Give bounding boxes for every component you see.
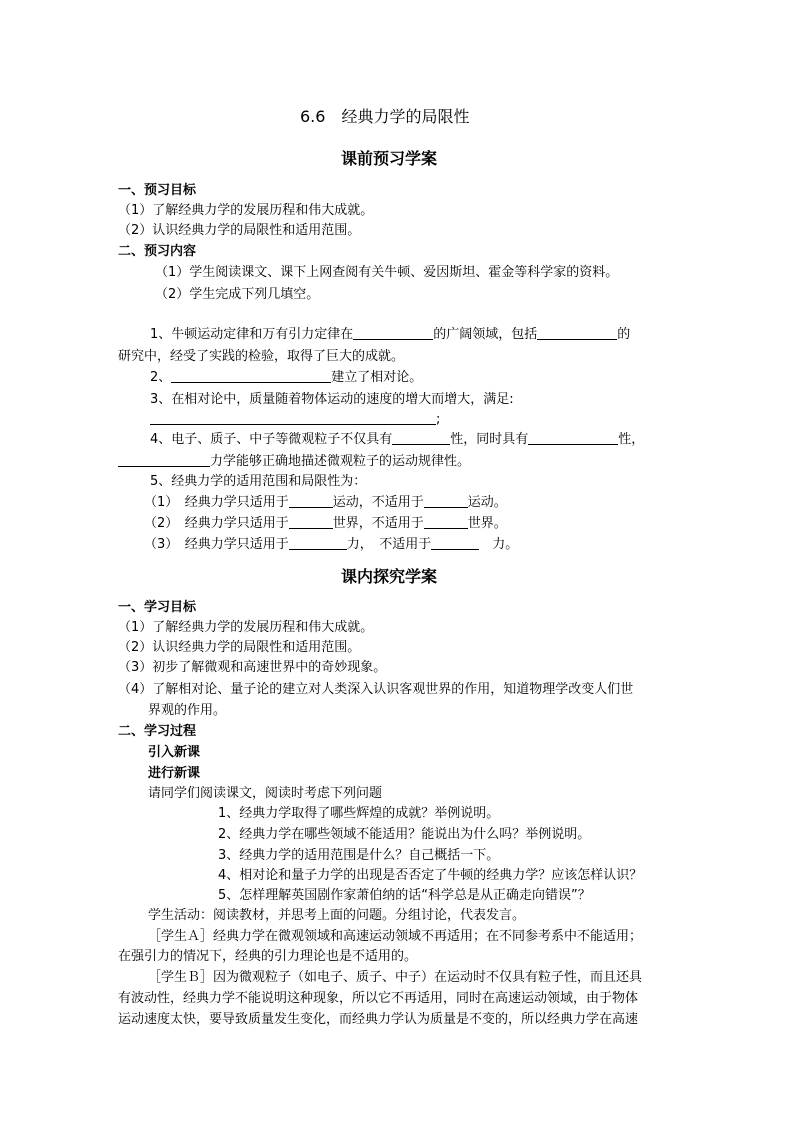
proceed-heading: 进行新课 [148, 766, 201, 781]
inclass-goals-heading: 一、学习目标 [118, 600, 197, 615]
student-a-line-1: ［学生Ａ］经典力学在微观领域和高速运动领域不再适用；在不同参考系中不能适用； [148, 929, 643, 944]
inclass-goal-2: （2）认识经典力学的局限性和适用范围。 [118, 640, 361, 655]
preview-task-1: （1）学生阅读课文、课下上网查阅有关牛顿、爱因斯坦、霍金等科学家的资料。 [155, 265, 619, 280]
answer-blank[interactable] [392, 430, 450, 445]
preview-content-heading: 二、预习内容 [118, 244, 197, 259]
question-4-line-2: 力学能够正确地描述微观粒子的运动规律性。 [118, 452, 470, 472]
page-title: 6.6 经典力学的局限性 [300, 107, 470, 126]
answer-blank[interactable] [289, 493, 333, 508]
preview-goal-2: （2）认识经典力学的局限性和适用范围。 [118, 223, 361, 238]
section-heading-inclass: 课内探究学案 [341, 567, 438, 586]
preview-task-2: （2）学生完成下列几填空。 [155, 287, 320, 302]
answer-blank[interactable] [431, 535, 479, 550]
learning-process-heading: 二、学习过程 [118, 724, 197, 739]
preview-goal-1: （1）了解经典力学的发展历程和伟大成就。 [118, 203, 374, 218]
student-b-line-1: ［学生Ｂ］因为微观粒子（如电子、质子、中子）在运动时不仅具有粒子性，而且还具 [148, 970, 643, 985]
answer-blank[interactable] [289, 514, 333, 529]
question-3-line-2: ; [150, 410, 440, 430]
question-1-line-1: 1、牛顿运动定律和万有引力定律在 的广阔领域，包括 的 [150, 327, 631, 342]
answer-blank[interactable] [424, 514, 468, 529]
answer-blank[interactable] [537, 325, 617, 340]
student-b-line-2: 有波动性，经典力学不能说明这种现象，所以它不再适用，同时在高速运动领域，由于物体 [118, 991, 639, 1006]
discussion-question-2: 2、经典力学在哪些领域不能适用？能说出为什么吗？举例说明。 [218, 827, 591, 842]
discussion-question-1: 1、经典力学取得了哪些辉煌的成就？举例说明。 [218, 806, 500, 821]
inclass-goal-3: （3）初步了解微观和高速世界中的奇妙现象。 [118, 660, 387, 675]
question-5-item-1: （1） 经典力学只适用于 运动，不适用于 运动。 [144, 495, 507, 510]
inclass-goal-4: （4）了解相对论、量子论的建立对人类深入认识客观世界的作用，知道物理学改变人们世 [118, 682, 634, 697]
answer-blank[interactable] [528, 430, 618, 445]
question-3-line-1: 3、在相对论中，质量随着物体运动的速度的增大而增大，满足: [150, 392, 514, 407]
discussion-question-4: 4、相对论和量子力学的出现是否否定了牛顿的经典力学？应该怎样认识？ [218, 868, 643, 883]
reading-instruction: 请同学们阅读课文，阅读时考虑下列问题 [148, 786, 383, 801]
answer-blank[interactable] [171, 368, 331, 383]
inclass-goal-1: （1）了解经典力学的发展历程和伟大成就。 [118, 620, 374, 635]
question-4-line-1: 4、电子、质子、中子等微观粒子不仅具有 性，同时具有 性， [150, 432, 645, 447]
student-b-line-3: 运动速度太快，要导致质量发生变化，而经典力学认为质量是不变的，所以经典力学在高速 [118, 1012, 639, 1027]
student-activity: 学生活动：阅读教材，并思考上面的问题。分组讨论，代表发言。 [148, 908, 526, 923]
section-heading-preview: 课前预习学案 [341, 149, 438, 168]
question-2: 2、 建立了相对论。 [150, 370, 423, 385]
intro-heading: 引入新课 [148, 745, 201, 760]
discussion-question-5: 5、怎样理解英国剧作家萧伯纳的话“科学总是从正确走向错误”？ [218, 888, 591, 903]
answer-blank[interactable] [289, 535, 347, 550]
answer-blank[interactable] [424, 493, 468, 508]
answer-blank[interactable] [353, 325, 433, 340]
preview-goals-heading: 一、预习目标 [118, 183, 197, 198]
student-a-line-2: 在强引力的情况下，经典的引力理论也是不适用的。 [118, 949, 418, 964]
question-5: 5、经典力学的适用范围和局限性为： [150, 474, 367, 489]
discussion-question-3: 3、经典力学的适用范围是什么？自己概括一下。 [218, 848, 500, 863]
question-5-item-2: （2） 经典力学只适用于 世界，不适用于 世界。 [144, 516, 507, 531]
inclass-goal-4-cont: 界观的作用。 [148, 703, 227, 718]
question-1-line-2: 研究中，经受了实践的检验，取得了巨大的成就。 [118, 349, 405, 364]
answer-blank[interactable] [118, 452, 210, 467]
answer-blank[interactable] [150, 410, 436, 425]
question-5-item-3: （3） 经典力学只适用于 力， 不适用于 力。 [144, 537, 519, 552]
